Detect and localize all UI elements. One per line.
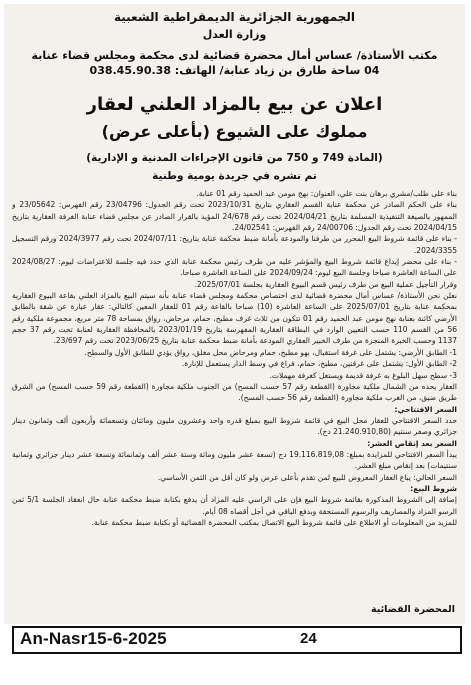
newspaper-date: An-Nasr15-6-2025 bbox=[20, 629, 167, 648]
body-paragraph: - بناء على محضر إيداع قائمة شروط البيع والمؤشر عليه من طرف رئيس محكمة عنابة الذي حدد فيه جلسة للاعتراضات ليوم: 2024/08/27 على الساعة العاشرة صباحا وجلسة البيع ليوم: 2024/09/24 على الساعة العاشرة صباحا. bbox=[12, 257, 457, 278]
ministry-heading: وزارة العدل bbox=[202, 28, 267, 41]
republic-heading: الجمهورية الجزائرية الديمقراطية الشعبية bbox=[113, 10, 356, 24]
section-heading: السعر الافتتاحي: bbox=[394, 404, 457, 414]
body-paragraph: وقرار التأجيل عملية البيع من طرف رئيس قسم البيوع العقارية بجلسة 2025/07/01. bbox=[194, 279, 457, 289]
body-paragraph: السعر الحالي: يباع العقار المعروض للبيع لمن تقدم بأعلى عرض ولو كان أقل من الثمن الأساسي. bbox=[157, 472, 457, 482]
newspaper-footer bbox=[12, 626, 462, 654]
announcement-sheet bbox=[4, 4, 465, 624]
legal-basis: (المادة 749 و 750 من قانون الإجراءات المدنية و الإدارية) bbox=[86, 152, 383, 164]
body-paragraph: - بناء على قائمة شروط البيع المحرر من طرفنا والمودعة بأمانة ضبط محكمة عنابة بتاريخ: 2024/07/11 تحت رقم 2024/3977 ورقم التسجيل 2024/3355. bbox=[12, 234, 457, 255]
body-paragraph: 2- الطابق الأول: يشتمل على غرفتين، مطبخ، حمام، فراغ في وسط الدار يستعمل للإنارة. bbox=[181, 359, 457, 369]
office-block bbox=[14, 48, 455, 78]
office-name: مكتب الأستاذة/ عساس أمال محضرة قضائية لدى محكمة ومجلس قضاء عنابة bbox=[31, 49, 438, 62]
body-paragraph: العقار يحده من الشمال ملكية مجاورة (القطعة رقم 57 حسب المسح) من الجنوب ملكية مجاورة (القطعة رقم 59 حسب المسح) من الشرق طريق ضيق، من الغرب ملكية مجاورة (القطعة رقم 56 حسب المسح). bbox=[12, 381, 457, 403]
body-paragraph: بناء على الحكم الصادر عن محكمة عنابة القسم العقاري بتاريخ 2023/10/31 تحت رقم الجدول: 23/04796 رقم الفهرس: 23/05642 و الممهور بالصيغة التنفيذية المسلمة بتاريخ 2024/04/21 تحت رقم 24/678 المؤيد بالقرار الصادر عن مجلس قضاء عنابة الغرفة العقارية بتاريخ 2024/04/15 تحت رقم الجدول: 24/00706 رقم الفهرس: 24/02541. bbox=[12, 200, 457, 233]
announcement-body bbox=[12, 188, 457, 600]
section-heading: السعر بعد إنقاص العشر: bbox=[367, 438, 457, 448]
body-paragraph: نعلن نحن الأستاذة/ عساس أمال محضرة قضائية لدى اختصاص محكمة ومجلس قضاء عنابة بأنه سيتم البيع بالمزاد العلني بقاعة البيوع العقارية بمحكمة عنابة بتاريخ 2025/07/01 على الساعة العاشرة (10) صباحا بالقاعة رقم 01 للعقار المعين كالتالي: عقار عبارة عن شقة بالطابق الأرضي كائنة بعنابة نهج مومن عبد الحميد رقم 01 تتكون من ثلاث غرف مطبخ، حمام، مرحاض، رواق بمساحة 78 متر مربع، مجموعة ملكية رقم 56 من القسم 110 حسب التعيين الوارد في البطاقة العقارية المفهرسة بتاريخ 2023/01/19 بالمحافظة العقارية لعنابة تحت رقم 37 حجم 1137 وحسب الخبرة المنجزة من طرف الخبير العقاري المودعة بأمانة ضبط محكمة عنابة بتاريخ 2023/06/25 تحت رقم 23/697. bbox=[12, 291, 457, 346]
body-paragraph: بناء على طلب/مشري برهان بنت علي، العنوان: نهج مومن عبد الحميد رقم 01 عنابة. bbox=[196, 189, 457, 198]
body-paragraph: يبدأ السعر الافتتاحي للمزايدة بمبلغ: 19.116.819,08 دج (تسعة عشر مليون ومائة وستة عشر ألف وثمانمائة وتسعة عشر دينار جزائري وثمانية سنتيمات) بعد إنقاص مبلغ العشر. bbox=[12, 449, 457, 471]
page-number: 24 bbox=[300, 630, 317, 647]
body-paragraph: للمزيد من المعلومات أو الاطلاع على قائمة شروط البيع الاتصال بمكتب المحضرة القضائية أو بكتابة ضبط محكمة عنابة. bbox=[91, 517, 457, 527]
body-paragraph: إضافة إلى الشروط المذكورة بقائمة شروط البيع فإن على الراسي عليه المزاد أن يدفع بكتابة ضبط محكمة عنابة حال انعقاد الجلسة 5/1 ثمن الرسو المزاد والمصاريف والرسوم المستحقة وبدفع الباقي في أجل أقصاه 08 أيام. bbox=[12, 495, 457, 516]
announcement-title: اعلان عن بيع بالمزاد العلني لعقار bbox=[86, 94, 383, 115]
section-heading: شروط البيع: bbox=[410, 483, 457, 493]
announcement-subtitle: مملوك على الشيوع (بأعلى عرض) bbox=[101, 122, 368, 141]
body-paragraph: 1- الطابق الأرضي: يشتمل على غرفة استقبال، بهو مطبخ، حمام ومرحاض محل مغلق، رواق يؤدي للطابق الأول والسطح. bbox=[84, 347, 457, 357]
office-address: 04 ساحة طارق بن زياد عنابة/ الهاتف: 038.45.90.38 bbox=[89, 64, 380, 77]
publication-note: تم نشره في جريدة يومية وطنية bbox=[152, 170, 317, 182]
body-paragraph: 3- سطح سهل البلوغ به غرفة قديمة ويستغل كغرفة مهملات. bbox=[269, 370, 457, 380]
body-paragraph: حدد السعر الافتتاحي للعقار محل البيع في قائمة شروط البيع بمبلغ قدره واحد وعشرون مليون ومائتان وتسعمائة وأربعون ألف وثمانون دينار جزائري وصفر سنتيم (21.240.910,80 دج). bbox=[12, 415, 457, 437]
signature: المحضرة القضائية bbox=[370, 604, 455, 615]
